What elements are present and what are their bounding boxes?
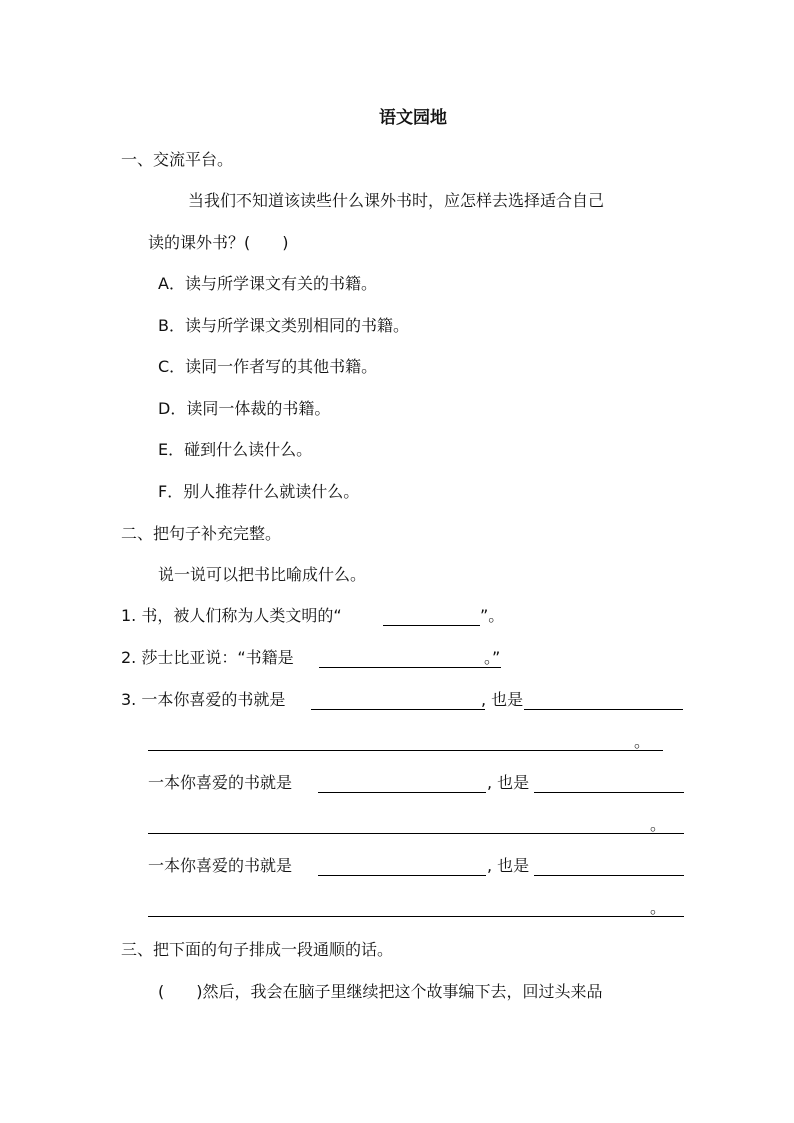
repeat1-period: 。 [650,815,667,834]
item1-suffix: ”。 [480,606,505,625]
repeat2-prefix: 一本你喜爱的书就是 [148,856,293,875]
option-b: B．读与所学课文类别相同的书籍。 [158,316,409,335]
item3-prefix: 3. 一本你喜爱的书就是 [121,690,286,709]
repeat2-blank-3[interactable] [148,916,684,917]
section3-line-1: ( )然后，我会在脑子里继续把这个故事编下去，回过头来品 [158,982,603,1001]
item3-blank-3[interactable] [148,750,663,751]
repeat2-blank-2[interactable] [534,875,684,876]
option-a: A．读与所学课文有关的书籍。 [158,274,377,293]
section2-heading: 二、把句子补充完整。 [121,524,282,543]
item3-blank-1[interactable] [311,709,485,710]
question-line-2: 读的课外书？( ) [148,233,289,252]
repeat1-mid: , 也是 [487,773,530,792]
item2-prefix: 2. 莎士比亚说：“书籍是 [121,648,294,667]
question-line-1: 当我们不知道该读些什么课外书时，应怎样去选择适合自己 [188,191,605,210]
item2-suffix: 。” [484,648,501,667]
item1-prefix: 1. 书，被人们称为人类文明的“ [121,606,342,625]
repeat2-mid: , 也是 [487,856,530,875]
repeat2-blank-1[interactable] [318,875,486,876]
repeat1-prefix: 一本你喜爱的书就是 [148,773,293,792]
item3-mid: , 也是 [481,690,524,709]
item2-blank[interactable] [319,667,501,668]
item3-blank-2[interactable] [524,709,683,710]
section2-intro: 说一说可以把书比喻成什么。 [158,565,367,584]
option-f: F．别人推荐什么就读什么。 [158,482,360,501]
option-c: C．读同一作者写的其他书籍。 [158,357,378,376]
repeat1-blank-3[interactable] [148,833,684,834]
repeat2-period: 。 [650,898,667,917]
item1-blank[interactable] [383,625,480,626]
repeat1-blank-1[interactable] [318,792,486,793]
option-e: E．碰到什么读什么。 [158,440,313,459]
item3-period: 。 [634,732,651,751]
section1-heading: 一、交流平台。 [121,150,234,169]
repeat1-blank-2[interactable] [534,792,684,793]
page-title: 语文园地 [379,108,447,128]
section3-heading: 三、把下面的句子排成一段通顺的话。 [121,940,394,959]
option-d: D．读同一体裁的书籍。 [158,399,331,418]
